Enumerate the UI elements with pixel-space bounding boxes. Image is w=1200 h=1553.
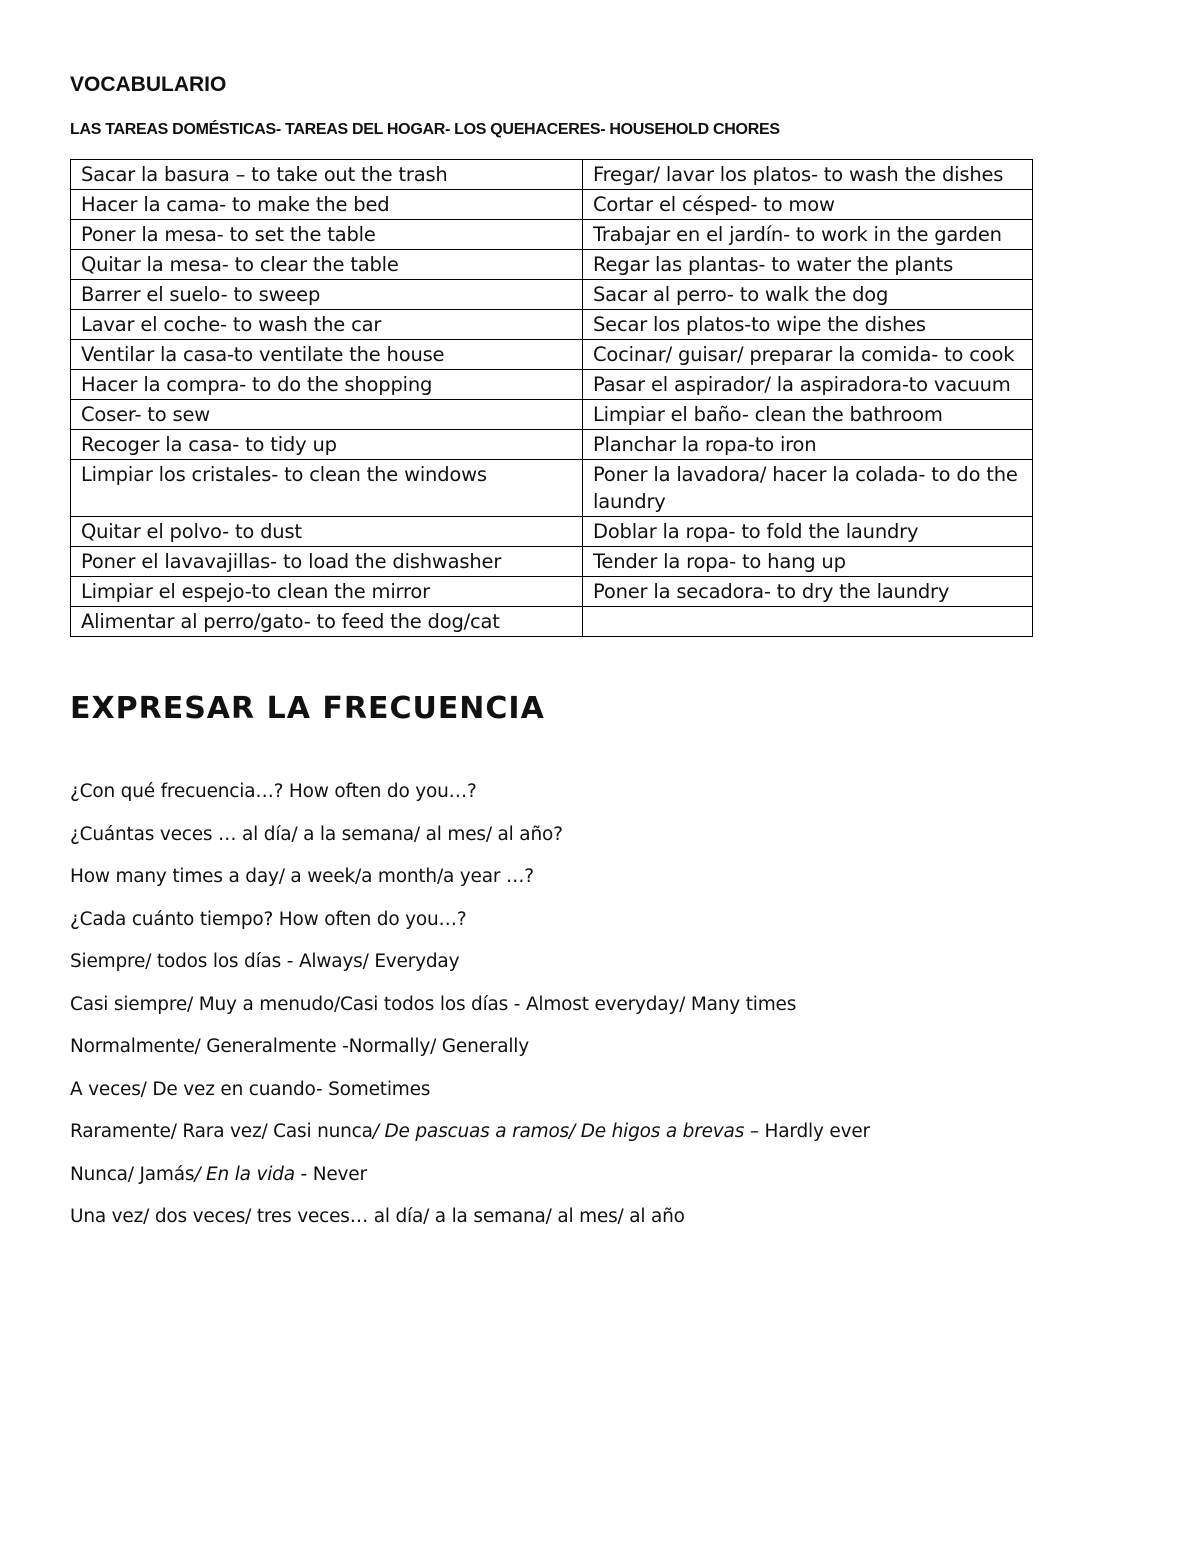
table-row bbox=[71, 280, 1033, 310]
table-cell-left: Hacer la cama- to make the bed bbox=[71, 190, 583, 220]
table-cell-left: Ventilar la casa-to ventilate the house bbox=[71, 340, 583, 370]
table-row bbox=[71, 577, 1033, 607]
table-row bbox=[71, 400, 1033, 430]
table-cell-right: Pasar el aspirador/ la aspiradora-to vacuum bbox=[583, 370, 1033, 400]
frequency-line bbox=[70, 1111, 1070, 1154]
table-cell-left: Limpiar el espejo-to clean the mirror bbox=[71, 577, 583, 607]
table-cell-right: Limpiar el baño- clean the bathroom bbox=[583, 400, 1033, 430]
table-cell-left: Poner el lavavajillas- to load the dishwasher bbox=[71, 547, 583, 577]
table-cell-right: Secar los platos-to wipe the dishes bbox=[583, 310, 1033, 340]
frequency-line-italic: / De pascuas a ramos/ De higos a brevas bbox=[372, 1121, 745, 1142]
table-cell-right: Poner la lavadora/ hacer la colada- to do the laundry bbox=[583, 460, 1033, 517]
table-cell-left: Sacar la basura – to take out the trash bbox=[71, 160, 583, 190]
frequency-line: How many times a day/ a week/a month/a year …? bbox=[70, 866, 534, 887]
table-row bbox=[71, 160, 1033, 190]
table-cell-left: Poner la mesa- to set the table bbox=[71, 220, 583, 250]
table-cell-right: Cocinar/ guisar/ preparar la comida- to cook bbox=[583, 340, 1033, 370]
table-row bbox=[71, 517, 1033, 547]
table-cell-left: Hacer la compra- to do the shopping bbox=[71, 370, 583, 400]
table-cell-right: Planchar la ropa-to iron bbox=[583, 430, 1033, 460]
table-row bbox=[71, 370, 1033, 400]
table-cell-left: Limpiar los cristales- to clean the windows bbox=[71, 460, 583, 517]
frequency-line: A veces/ De vez en cuando- Sometimes bbox=[70, 1078, 431, 1100]
table-row bbox=[71, 430, 1033, 460]
table-cell-left: Lavar el coche- to wash the car bbox=[71, 310, 583, 340]
table-cell-left: Quitar el polvo- to dust bbox=[71, 517, 583, 547]
table-row bbox=[71, 607, 1033, 637]
table-row bbox=[71, 547, 1033, 577]
frequency-line: Siempre/ todos los días - Always/ Everyday bbox=[70, 951, 460, 972]
frequency-line: ¿Cuántas veces … al día/ a la semana/ al mes/ al año? bbox=[70, 823, 563, 845]
table-cell-right: Fregar/ lavar los platos- to wash the dishes bbox=[583, 160, 1033, 190]
frequency-line-translation: - Never bbox=[294, 1163, 367, 1185]
frequency-line-text: Raramente/ Rara vez/ Casi nunca bbox=[70, 1121, 373, 1142]
table-cell-left: Alimentar al perro/gato- to feed the dog/cat bbox=[71, 607, 583, 637]
table-cell-left: Barrer el suelo- to sweep bbox=[71, 280, 583, 310]
frequency-line-italic: / En la vida bbox=[194, 1163, 295, 1185]
frequency-line: ¿Con qué frecuencia…? How often do you…? bbox=[70, 781, 477, 802]
table-cell-left: Quitar la mesa- to clear the table bbox=[71, 250, 583, 280]
page-title: VOCABULARIO bbox=[70, 73, 227, 96]
frequency-line bbox=[70, 1154, 1070, 1197]
table-cell-right: Poner la secadora- to dry the laundry bbox=[583, 577, 1033, 607]
table-cell-right: Sacar al perro- to walk the dog bbox=[583, 280, 1033, 310]
table-row bbox=[71, 220, 1033, 250]
table-cell-right: Regar las plantas- to water the plants bbox=[583, 250, 1033, 280]
frequency-line-translation: – Hardly ever bbox=[744, 1121, 870, 1142]
frequency-list bbox=[70, 771, 1070, 1239]
table-row bbox=[71, 310, 1033, 340]
table-cell-right: Trabajar en el jardín- to work in the garden bbox=[583, 220, 1033, 250]
table-cell-right bbox=[583, 607, 1033, 637]
frequency-line: Normalmente/ Generalmente -Normally/ Generally bbox=[70, 1036, 529, 1057]
document-page bbox=[70, 70, 1070, 1239]
table-cell-left: Recoger la casa- to tidy up bbox=[71, 430, 583, 460]
vocabulary-table bbox=[70, 159, 1033, 637]
table-cell-right: Cortar el césped- to mow bbox=[583, 190, 1033, 220]
section-subtitle: LAS TAREAS DOMÉSTICAS- TAREAS DEL HOGAR- LOS QUEHACERES- HOUSEHOLD CHORES bbox=[70, 121, 780, 138]
frequency-line: Casi siempre/ Muy a menudo/Casi todos los días - Almost everyday/ Many times bbox=[70, 993, 797, 1015]
table-cell-left: Coser- to sew bbox=[71, 400, 583, 430]
table-row bbox=[71, 190, 1033, 220]
table-cell-right: Tender la ropa- to hang up bbox=[583, 547, 1033, 577]
frequency-line-text: Nunca/ Jamás bbox=[70, 1163, 195, 1185]
frequency-line: Una vez/ dos veces/ tres veces… al día/ a la semana/ al mes/ al año bbox=[70, 1206, 685, 1227]
table-row bbox=[71, 340, 1033, 370]
frequency-heading: EXPRESAR LA FRECUENCIA bbox=[70, 691, 545, 726]
frequency-line: ¿Cada cuánto tiempo? How often do you…? bbox=[70, 908, 467, 930]
table-cell-right: Doblar la ropa- to fold the laundry bbox=[583, 517, 1033, 547]
table-row bbox=[71, 250, 1033, 280]
table-row bbox=[71, 460, 1033, 517]
